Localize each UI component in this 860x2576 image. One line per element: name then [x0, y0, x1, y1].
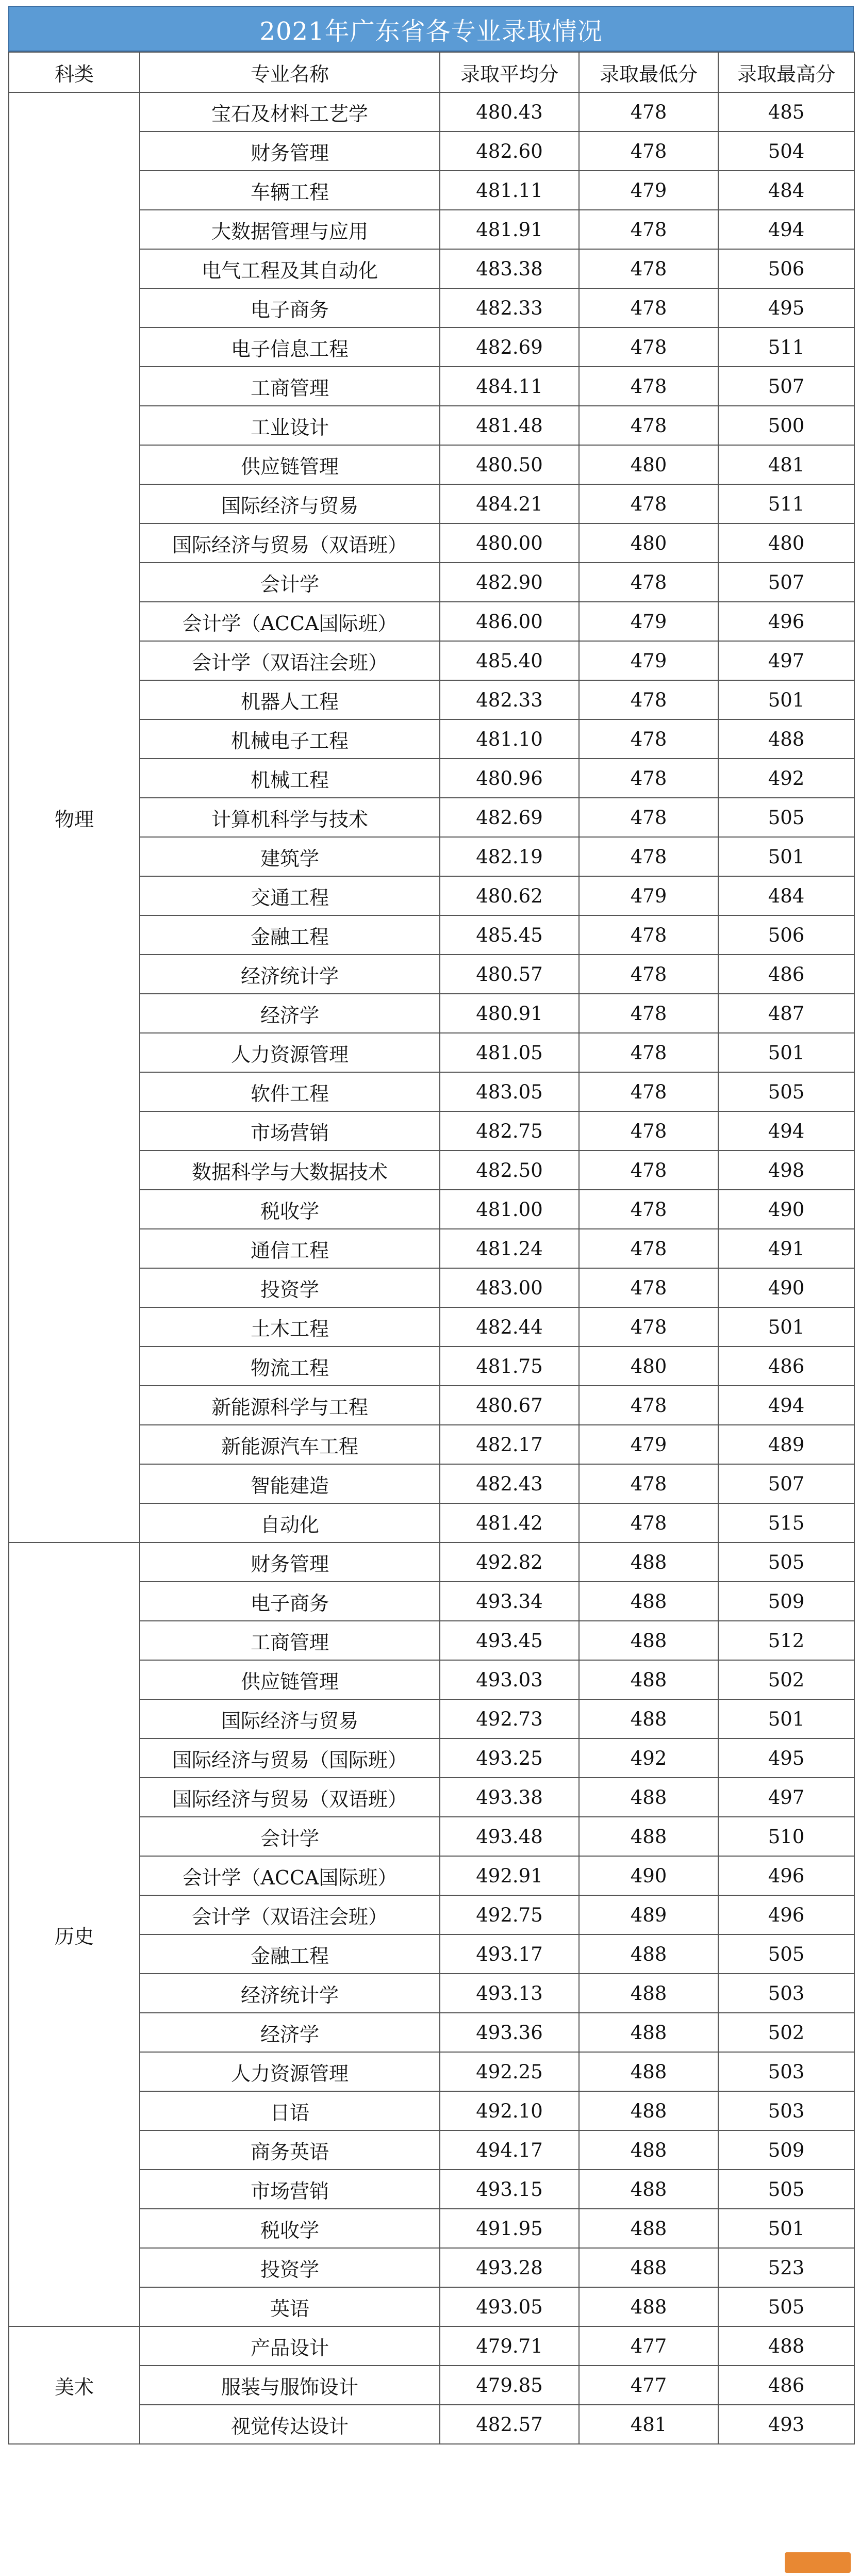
major-cell: 工业设计 — [140, 406, 440, 445]
avg-score-cell: 493.34 — [440, 1582, 579, 1621]
max-score-cell: 497 — [718, 641, 854, 680]
min-score-cell: 480 — [579, 523, 718, 563]
min-score-cell: 488 — [579, 1699, 718, 1738]
min-score-cell: 488 — [579, 2091, 718, 2130]
min-score-cell: 478 — [579, 994, 718, 1033]
table-title: 2021年广东省各专业录取情况 — [8, 6, 854, 52]
max-score-cell: 480 — [718, 523, 854, 563]
avg-score-cell: 480.00 — [440, 523, 579, 563]
avg-score-cell: 481.05 — [440, 1033, 579, 1072]
avg-score-cell: 484.11 — [440, 367, 579, 406]
min-score-cell: 478 — [579, 1072, 718, 1111]
avg-score-cell: 493.13 — [440, 1974, 579, 2013]
max-score-cell: 494 — [718, 1111, 854, 1151]
max-score-cell: 509 — [718, 1582, 854, 1621]
major-cell: 经济学 — [140, 2013, 440, 2052]
min-score-cell: 478 — [579, 210, 718, 249]
max-score-cell: 489 — [718, 1425, 854, 1464]
table-body — [9, 92, 854, 2444]
avg-score-cell: 493.17 — [440, 1934, 579, 1974]
max-score-cell: 503 — [718, 2091, 854, 2130]
min-score-cell: 478 — [579, 92, 718, 132]
min-score-cell: 478 — [579, 680, 718, 719]
avg-score-cell: 482.19 — [440, 837, 579, 876]
max-score-cell: 503 — [718, 2052, 854, 2091]
avg-score-cell: 481.75 — [440, 1347, 579, 1386]
avg-score-cell: 482.33 — [440, 288, 579, 327]
min-score-cell: 478 — [579, 1464, 718, 1503]
max-score-cell: 501 — [718, 837, 854, 876]
avg-score-cell: 482.33 — [440, 680, 579, 719]
avg-score-cell: 483.05 — [440, 1072, 579, 1111]
avg-score-cell: 485.45 — [440, 915, 579, 955]
max-score-cell: 509 — [718, 2130, 854, 2170]
max-score-cell: 495 — [718, 288, 854, 327]
max-score-cell: 484 — [718, 171, 854, 210]
major-cell: 机械电子工程 — [140, 719, 440, 759]
major-cell: 市场营销 — [140, 1111, 440, 1151]
min-score-cell: 478 — [579, 1033, 718, 1072]
avg-score-cell: 493.45 — [440, 1621, 579, 1660]
max-score-cell: 501 — [718, 1307, 854, 1347]
major-cell: 投资学 — [140, 1268, 440, 1307]
major-cell: 国际经济与贸易 — [140, 1699, 440, 1738]
min-score-cell: 488 — [579, 2287, 718, 2326]
major-cell: 宝石及材料工艺学 — [140, 92, 440, 132]
major-cell: 新能源汽车工程 — [140, 1425, 440, 1464]
max-score-cell: 511 — [718, 484, 854, 523]
avg-score-cell: 482.44 — [440, 1307, 579, 1347]
avg-score-cell: 481.10 — [440, 719, 579, 759]
avg-score-cell: 481.42 — [440, 1503, 579, 1543]
avg-score-cell: 483.00 — [440, 1268, 579, 1307]
min-score-cell: 478 — [579, 915, 718, 955]
max-score-cell: 497 — [718, 1778, 854, 1817]
major-cell: 金融工程 — [140, 1934, 440, 1974]
min-score-cell: 478 — [579, 406, 718, 445]
major-cell: 供应链管理 — [140, 445, 440, 484]
max-score-cell: 494 — [718, 1386, 854, 1425]
avg-score-cell: 494.17 — [440, 2130, 579, 2170]
major-cell: 投资学 — [140, 2248, 440, 2287]
min-score-cell: 478 — [579, 1190, 718, 1229]
min-score-cell: 488 — [579, 1582, 718, 1621]
major-cell: 产品设计 — [140, 2326, 440, 2366]
table-row — [9, 2326, 854, 2366]
avg-score-cell: 480.43 — [440, 92, 579, 132]
major-cell: 财务管理 — [140, 1543, 440, 1582]
avg-score-cell: 480.50 — [440, 445, 579, 484]
min-score-cell: 488 — [579, 1817, 718, 1856]
avg-score-cell: 493.03 — [440, 1660, 579, 1699]
major-cell: 国际经济与贸易（国际班） — [140, 1738, 440, 1778]
major-cell: 通信工程 — [140, 1229, 440, 1268]
max-score-cell: 511 — [718, 327, 854, 367]
max-score-cell: 501 — [718, 680, 854, 719]
min-score-cell: 478 — [579, 798, 718, 837]
max-score-cell: 492 — [718, 759, 854, 798]
avg-score-cell: 482.60 — [440, 132, 579, 171]
max-score-cell: 510 — [718, 1817, 854, 1856]
major-cell: 服装与服饰设计 — [140, 2366, 440, 2405]
max-score-cell: 488 — [718, 2326, 854, 2366]
category-cell: 美术 — [9, 2326, 140, 2444]
max-score-cell: 496 — [718, 1856, 854, 1895]
major-cell: 金融工程 — [140, 915, 440, 955]
max-score-cell: 487 — [718, 994, 854, 1033]
min-score-cell: 480 — [579, 445, 718, 484]
min-score-cell: 488 — [579, 2013, 718, 2052]
avg-score-cell: 481.91 — [440, 210, 579, 249]
max-score-cell: 506 — [718, 249, 854, 288]
min-score-cell: 492 — [579, 1738, 718, 1778]
max-score-cell: 496 — [718, 602, 854, 641]
min-score-cell: 478 — [579, 1111, 718, 1151]
max-score-cell: 506 — [718, 915, 854, 955]
max-score-cell: 507 — [718, 563, 854, 602]
major-cell: 电子信息工程 — [140, 327, 440, 367]
major-cell: 机械工程 — [140, 759, 440, 798]
max-score-cell: 484 — [718, 876, 854, 915]
min-score-cell: 478 — [579, 563, 718, 602]
max-score-cell: 515 — [718, 1503, 854, 1543]
avg-score-cell: 492.82 — [440, 1543, 579, 1582]
avg-score-cell: 479.85 — [440, 2366, 579, 2405]
header-avg-score: 录取平均分 — [440, 52, 579, 92]
max-score-cell: 523 — [718, 2248, 854, 2287]
major-cell: 智能建造 — [140, 1464, 440, 1503]
min-score-cell: 478 — [579, 249, 718, 288]
min-score-cell: 478 — [579, 759, 718, 798]
min-score-cell: 488 — [579, 2130, 718, 2170]
major-cell: 税收学 — [140, 2209, 440, 2248]
major-cell: 工商管理 — [140, 1621, 440, 1660]
max-score-cell: 505 — [718, 1072, 854, 1111]
min-score-cell: 488 — [579, 1621, 718, 1660]
avg-score-cell: 483.38 — [440, 249, 579, 288]
avg-score-cell: 480.57 — [440, 955, 579, 994]
min-score-cell: 478 — [579, 327, 718, 367]
max-score-cell: 507 — [718, 367, 854, 406]
category-cell: 历史 — [9, 1543, 140, 2326]
min-score-cell: 478 — [579, 367, 718, 406]
major-cell: 会计学 — [140, 563, 440, 602]
header-max-score: 录取最高分 — [718, 52, 854, 92]
major-cell: 会计学（ACCA国际班） — [140, 1856, 440, 1895]
major-cell: 会计学（双语注会班） — [140, 1895, 440, 1934]
avg-score-cell: 493.25 — [440, 1738, 579, 1778]
min-score-cell: 478 — [579, 288, 718, 327]
major-cell: 会计学（双语注会班） — [140, 641, 440, 680]
major-cell: 会计学 — [140, 1817, 440, 1856]
max-score-cell: 502 — [718, 2013, 854, 2052]
avg-score-cell: 482.57 — [440, 2405, 579, 2444]
header-major: 专业名称 — [140, 52, 440, 92]
max-score-cell: 486 — [718, 1347, 854, 1386]
max-score-cell: 490 — [718, 1190, 854, 1229]
max-score-cell: 505 — [718, 2170, 854, 2209]
min-score-cell: 477 — [579, 2326, 718, 2366]
major-cell: 自动化 — [140, 1503, 440, 1543]
max-score-cell: 494 — [718, 210, 854, 249]
major-cell: 车辆工程 — [140, 171, 440, 210]
max-score-cell: 486 — [718, 2366, 854, 2405]
min-score-cell: 488 — [579, 1974, 718, 2013]
max-score-cell: 490 — [718, 1268, 854, 1307]
major-cell: 英语 — [140, 2287, 440, 2326]
max-score-cell: 486 — [718, 955, 854, 994]
max-score-cell: 495 — [718, 1738, 854, 1778]
min-score-cell: 478 — [579, 837, 718, 876]
max-score-cell: 504 — [718, 132, 854, 171]
major-cell: 工商管理 — [140, 367, 440, 406]
min-score-cell: 488 — [579, 1778, 718, 1817]
max-score-cell: 491 — [718, 1229, 854, 1268]
category-cell: 物理 — [9, 92, 140, 1543]
min-score-cell: 479 — [579, 1425, 718, 1464]
avg-score-cell: 482.69 — [440, 327, 579, 367]
min-score-cell: 479 — [579, 171, 718, 210]
max-score-cell: 505 — [718, 2287, 854, 2326]
avg-score-cell: 480.91 — [440, 994, 579, 1033]
max-score-cell: 507 — [718, 1464, 854, 1503]
header-category: 科类 — [9, 52, 140, 92]
major-cell: 市场营销 — [140, 2170, 440, 2209]
avg-score-cell: 482.90 — [440, 563, 579, 602]
min-score-cell: 488 — [579, 2170, 718, 2209]
min-score-cell: 488 — [579, 1543, 718, 1582]
major-cell: 视觉传达设计 — [140, 2405, 440, 2444]
avg-score-cell: 486.00 — [440, 602, 579, 641]
max-score-cell: 500 — [718, 406, 854, 445]
avg-score-cell: 493.36 — [440, 2013, 579, 2052]
avg-score-cell: 480.96 — [440, 759, 579, 798]
min-score-cell: 478 — [579, 1151, 718, 1190]
max-score-cell: 505 — [718, 1543, 854, 1582]
min-score-cell: 481 — [579, 2405, 718, 2444]
avg-score-cell: 479.71 — [440, 2326, 579, 2366]
table-header — [9, 52, 854, 92]
min-score-cell: 478 — [579, 1229, 718, 1268]
avg-score-cell: 481.48 — [440, 406, 579, 445]
avg-score-cell: 493.28 — [440, 2248, 579, 2287]
major-cell: 经济统计学 — [140, 955, 440, 994]
avg-score-cell: 492.10 — [440, 2091, 579, 2130]
major-cell: 大数据管理与应用 — [140, 210, 440, 249]
major-cell: 电子商务 — [140, 288, 440, 327]
major-cell: 建筑学 — [140, 837, 440, 876]
max-score-cell: 481 — [718, 445, 854, 484]
avg-score-cell: 485.40 — [440, 641, 579, 680]
min-score-cell: 488 — [579, 1660, 718, 1699]
max-score-cell: 505 — [718, 1934, 854, 1974]
min-score-cell: 490 — [579, 1856, 718, 1895]
avg-score-cell: 484.21 — [440, 484, 579, 523]
max-score-cell: 493 — [718, 2405, 854, 2444]
major-cell: 税收学 — [140, 1190, 440, 1229]
major-cell: 经济统计学 — [140, 1974, 440, 2013]
min-score-cell: 488 — [579, 2209, 718, 2248]
min-score-cell: 478 — [579, 1307, 718, 1347]
avg-score-cell: 493.15 — [440, 2170, 579, 2209]
max-score-cell: 502 — [718, 1660, 854, 1699]
avg-score-cell: 492.73 — [440, 1699, 579, 1738]
min-score-cell: 480 — [579, 1347, 718, 1386]
major-cell: 软件工程 — [140, 1072, 440, 1111]
table-row — [9, 1543, 854, 1582]
major-cell: 数据科学与大数据技术 — [140, 1151, 440, 1190]
min-score-cell: 478 — [579, 719, 718, 759]
major-cell: 国际经济与贸易（双语班） — [140, 1778, 440, 1817]
major-cell: 国际经济与贸易 — [140, 484, 440, 523]
avg-score-cell: 480.62 — [440, 876, 579, 915]
max-score-cell: 512 — [718, 1621, 854, 1660]
min-score-cell: 479 — [579, 602, 718, 641]
avg-score-cell: 492.25 — [440, 2052, 579, 2091]
min-score-cell: 477 — [579, 2366, 718, 2405]
min-score-cell: 478 — [579, 484, 718, 523]
min-score-cell: 488 — [579, 1934, 718, 1974]
avg-score-cell: 481.11 — [440, 171, 579, 210]
major-cell: 日语 — [140, 2091, 440, 2130]
major-cell: 电气工程及其自动化 — [140, 249, 440, 288]
min-score-cell: 488 — [579, 2248, 718, 2287]
min-score-cell: 478 — [579, 955, 718, 994]
max-score-cell: 501 — [718, 1033, 854, 1072]
min-score-cell: 479 — [579, 641, 718, 680]
min-score-cell: 478 — [579, 1268, 718, 1307]
avg-score-cell: 493.05 — [440, 2287, 579, 2326]
min-score-cell: 478 — [579, 1386, 718, 1425]
major-cell: 电子商务 — [140, 1582, 440, 1621]
watermark-logo — [785, 2552, 851, 2573]
max-score-cell: 503 — [718, 1974, 854, 2013]
avg-score-cell: 482.50 — [440, 1151, 579, 1190]
avg-score-cell: 482.75 — [440, 1111, 579, 1151]
table-row — [9, 92, 854, 132]
major-cell: 经济学 — [140, 994, 440, 1033]
major-cell: 国际经济与贸易（双语班） — [140, 523, 440, 563]
max-score-cell: 496 — [718, 1895, 854, 1934]
header-row — [9, 52, 854, 92]
major-cell: 会计学（ACCA国际班） — [140, 602, 440, 641]
major-cell: 新能源科学与工程 — [140, 1386, 440, 1425]
avg-score-cell: 482.17 — [440, 1425, 579, 1464]
major-cell: 计算机科学与技术 — [140, 798, 440, 837]
max-score-cell: 488 — [718, 719, 854, 759]
min-score-cell: 478 — [579, 1503, 718, 1543]
major-cell: 人力资源管理 — [140, 1033, 440, 1072]
major-cell: 商务英语 — [140, 2130, 440, 2170]
max-score-cell: 505 — [718, 798, 854, 837]
avg-score-cell: 482.69 — [440, 798, 579, 837]
max-score-cell: 485 — [718, 92, 854, 132]
major-cell: 供应链管理 — [140, 1660, 440, 1699]
avg-score-cell: 491.95 — [440, 2209, 579, 2248]
major-cell: 土木工程 — [140, 1307, 440, 1347]
header-min-score: 录取最低分 — [579, 52, 718, 92]
avg-score-cell: 480.67 — [440, 1386, 579, 1425]
min-score-cell: 478 — [579, 132, 718, 171]
min-score-cell: 488 — [579, 2052, 718, 2091]
avg-score-cell: 482.43 — [440, 1464, 579, 1503]
max-score-cell: 501 — [718, 1699, 854, 1738]
max-score-cell: 498 — [718, 1151, 854, 1190]
major-cell: 交通工程 — [140, 876, 440, 915]
avg-score-cell: 492.91 — [440, 1856, 579, 1895]
avg-score-cell: 481.24 — [440, 1229, 579, 1268]
major-cell: 人力资源管理 — [140, 2052, 440, 2091]
max-score-cell: 501 — [718, 2209, 854, 2248]
major-cell: 机器人工程 — [140, 680, 440, 719]
min-score-cell: 489 — [579, 1895, 718, 1934]
major-cell: 物流工程 — [140, 1347, 440, 1386]
avg-score-cell: 481.00 — [440, 1190, 579, 1229]
min-score-cell: 479 — [579, 876, 718, 915]
major-cell: 财务管理 — [140, 132, 440, 171]
avg-score-cell: 492.75 — [440, 1895, 579, 1934]
avg-score-cell: 493.48 — [440, 1817, 579, 1856]
admission-table — [8, 52, 855, 2444]
avg-score-cell: 493.38 — [440, 1778, 579, 1817]
